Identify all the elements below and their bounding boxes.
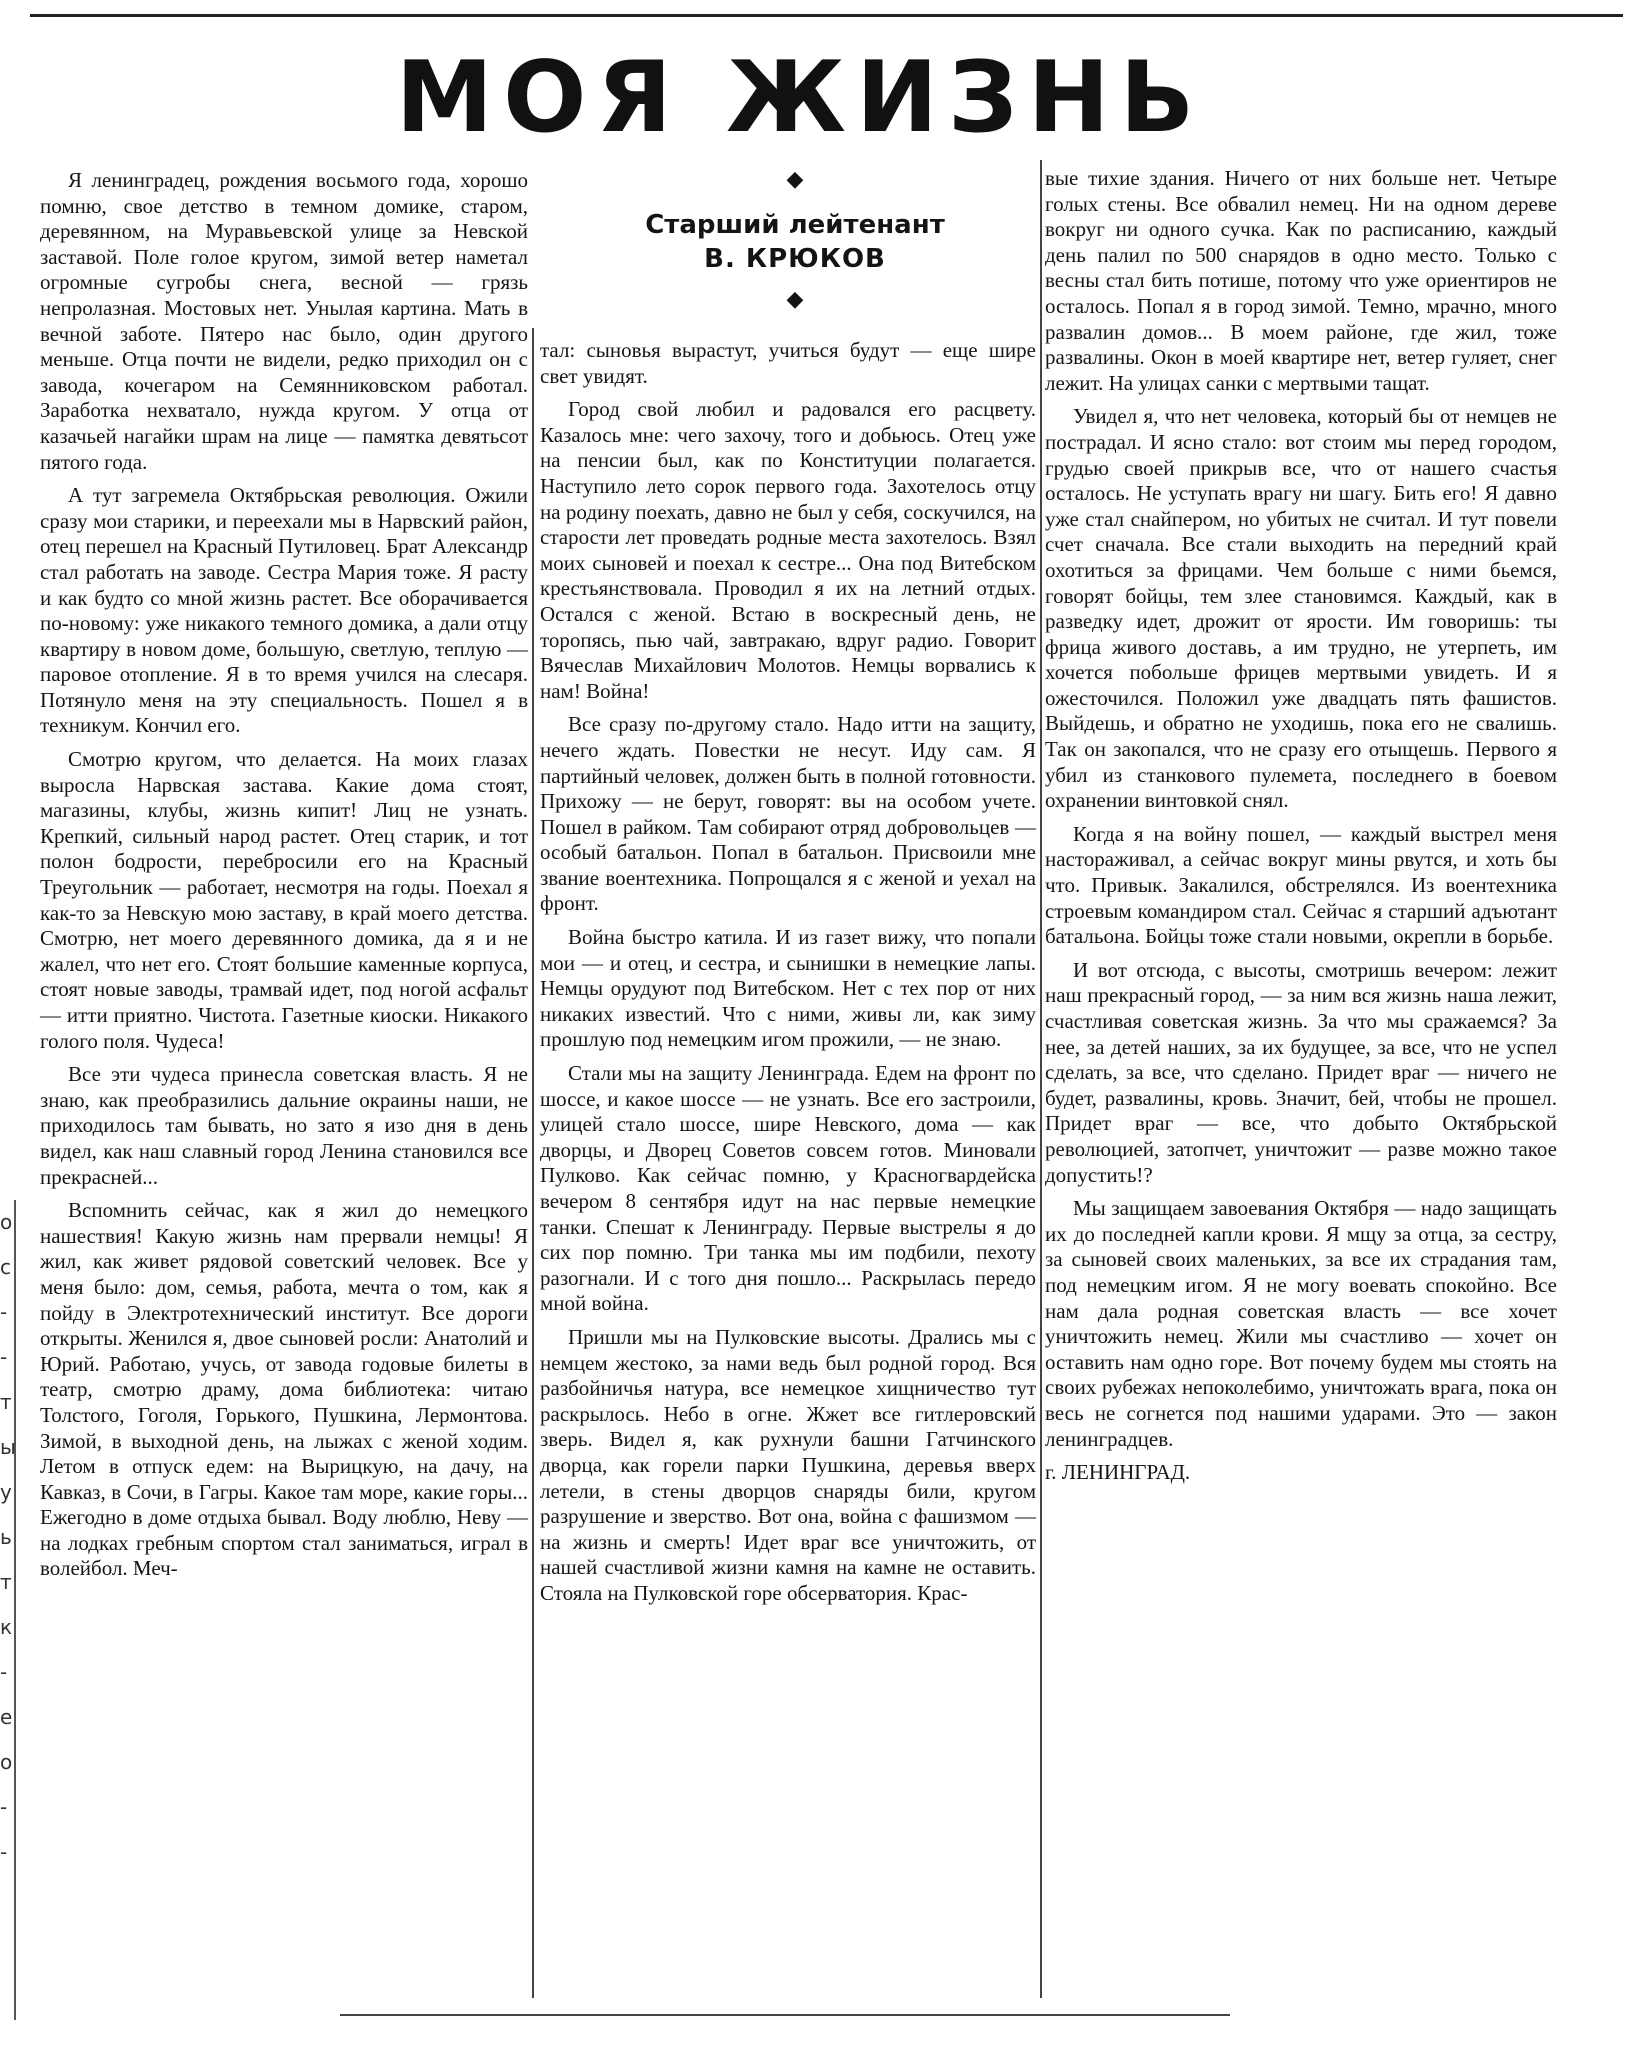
paragraph: Смотрю кругом, что делается. На моих глазах выросла Нарвская застава. Какие дома стоят, магазины, клубы, жизнь кипит! Лиц не узнать. Крепкий, сильный народ растет. Отец старик, и тот полон бодрости, перебросили его на Красный Треугольник — работает, несмотря на годы. Поехал я как-то за Невскую мою заставу, в край моего детства. Смотрю, нет моего деревянного домика, да я и не жалел, что нет его. Стоят большие каменные корпуса, стоят новые заводы, трамвай идет, под ногой асфальт — итти приятно. Чистота. Газетные киоски. Никакого голого поля. Чудеса!: [40, 747, 528, 1053]
paragraph: Город свой любил и радовался его расцвету. Казалось мне: чего захочу, того и добьюсь. Отец уже на пенсии был, как по Конституции полагается. Наступило лето сорок первого года. Захотелось отцу на родину поехать, давно не был у себя, соскучился, на старости лет проведать родные места захотелось. Взял моих сыновей и поехал к сестре... Она под Витебском крестьянствовала. Проводил я их на летний отдых. Остался с женой. Встаю в воскресный день, не торопясь, пью чай, завтракаю, вдруг радио. Говорит Вячеслав Михайлович Молотов. Немцы ворвались к нам! Война!: [540, 397, 1036, 703]
ornament-top-icon: ◆: [786, 166, 804, 191]
paragraph: Пришли мы на Пулковские высоты. Дрались мы с немцем жестоко, за нами ведь был родной город. Вся разбойничья натура, все немецкое хищничество тут раскрылось. Небо в огне. Жжет все гитлеровский зверь. Видел я, как рухнули башни Гатчинского дворца, как горели парки Пушкина, деревья вверх летели, в стены дворцов снаряды били, кругом разрушение и зверство. Вот она, война с фашизмом — на жизнь и смерть! Идет враг все уничтожить, от нашей счастливой жизни камня на камне не оставить. Стояла на Пулковской горе обсерватория. Крас-: [540, 1324, 1036, 1605]
column-divider-2: [1040, 160, 1042, 1998]
left-margin-strip: [0, 1200, 16, 2020]
paragraph: Когда я на войну пошел, — каждый выстрел меня настораживал, а сейчас вокруг мины рвутся, и хоть бы что. Привык. Закалился, обстрелялся. Из воентехника строевым командиром стал. Сейчас я старший адъютант батальона. Бойцы тоже стали новыми, окрепли в борьбе.: [1045, 821, 1557, 949]
margin-fragment: -: [0, 1795, 8, 1819]
author-name: В. КРЮКОВ: [704, 244, 886, 274]
margin-fragment: к: [0, 1615, 13, 1639]
margin-fragment: с: [0, 1255, 11, 1279]
paragraph: Война быстро катила. И из газет вижу, что попали мои — и отец, и сестра, и сынишки в немецкие лапы. Немцы орудуют под Витебском. Нет с тех пор от них никаких известий. Что с ними, живы ли, как зиму прошлую под немецким игом прожили, — не знаю.: [540, 925, 1036, 1052]
headline: МОЯ ЖИЗНЬ: [395, 41, 1205, 155]
margin-fragment: ы: [0, 1435, 16, 1459]
paragraph: А тут загремела Октябрьская революция. Ожили сразу мои старики, и переехали мы в Нарвский район, отец перешел на Красный Путиловец. Брат Александр стал работать на заводе. Сестра Мария тоже. Я расту и как будто со мной жизнь растет. Все оборачивается по-новому: уже никакого темного домика, а дали отцу квартиру в новом доме, большую, светлую, теплую — паровое отопление. Я в то время учился на слесаря. Потянуло меня на эту специальность. Пошел я в техникум. Кончил его.: [40, 483, 528, 738]
paragraph: Я ленинградец, рождения восьмого года, хорошо помню, свое детство в темном домике, старом, деревянном, на Муравьевской улице за Невской заставой. Поле голое кругом, зимой ветер наметал огромные сугробы снега, весной — грязь непролазная. Мостовых нет. Унылая картина. Мать в вечной заботе. Пятеро нас было, один другого меньше. Отца почти не видели, редко приходил он с завода, кочегаром на Семянниковском работал. Заработка нехватало, нужда кругом. У отца от казачьей нагайки шрам на лице — памятка девятьсот пятого года.: [40, 168, 528, 474]
margin-fragment: -: [0, 1345, 8, 1369]
margin-fragment: т: [0, 1570, 12, 1594]
article-column-2: [540, 338, 1036, 1615]
top-rule: [30, 14, 1623, 17]
paragraph: тал: сыновья вырастут, учиться будут — еще шире свет увидят.: [540, 338, 1036, 388]
margin-fragment: у: [0, 1480, 12, 1504]
margin-fragment: -: [0, 1300, 8, 1324]
paragraph: Все эти чудеса принесла советская власть. Я не знаю, как преобразились дальние окраины наши, не приходилось там бывать, но зато я изо дня в день видел, как наш славный город Ленина становился все прекрасней...: [40, 1062, 528, 1189]
paragraph: Увидел я, что нет человека, который бы от немцев не пострадал. И ясно стало: вот стоим мы перед городом, грудью своей прикрыв все, что от нашего счастья осталось. Не уступать врагу ни шагу. Бить его! Я давно уже стал снайпером, но убитых не считал. И тут повели счет сначала. Все стали выходить на передний край охотиться за фрицами. Чем больше с ними бьемся, говорят бойцы, тем злее становимся. Каждый, как в разведку идет, дрожит от ярости. Им говоришь: ты фрица живого доставь, а им трудно, не утерпеть, им хочется побольше фрицев мертвыми увидеть. И я ожесточился. Положил уже двадцать пять фашистов. Выйдешь, и обратно не уходишь, пока его не свалишь. Так он закопался, что не сразу его отыщешь. Первого я убил из станкового пулемета, последнего в боевом охранении винтовкой снял.: [1045, 404, 1557, 813]
margin-fragment: о: [0, 1750, 13, 1774]
bottom-rule: [340, 2014, 1230, 2016]
paragraph: Вспомнить сейчас, как я жил до немецкого нашествия! Какую жизнь нам прервали немцы! Я жил, как живет рядовой советский человек. Все у меня было: дом, семья, работа, мечта о том, как я пойду в Электротехнический институт. Все дороги открыты. Женился я, двое сыновей росли: Анатолий и Юрий. Работаю, учусь, от завода годовые билеты в театр, смотрю драму, дома библиотека: читаю Толстого, Гоголя, Горького, Пушкина, Лермонтова. Зимой, в выходной день, на лыжах с женой ходим. Летом в отпуск едем: на Вырицкую, на дачу, на Кавказ, в Сочи, в Гагры. Какое там море, какие горы... Ежегодно в доме отдыха бывал. Воду люблю, Неву — на лодках гребным спортом стал заниматься, играл в волейбол. Меч-: [40, 1198, 528, 1581]
paragraph: Все сразу по-другому стало. Надо итти на защиту, нечего ждать. Повестки не несут. Иду сам. Я партийный человек, должен быть в полной готовности. Прихожу — не берут, говорят: вы на особом учете. Пошел в райком. Там собирают отряд добровольцев — особый батальон. Попал в батальон. Присвоили мне звание воентехника. Попрощался я с женой и уехал на фронт.: [540, 712, 1036, 916]
byline: [560, 164, 1030, 314]
margin-fragment: е: [0, 1705, 13, 1729]
paragraph: Стали мы на защиту Ленинграда. Едем на фронт по шоссе, и какое шоссе — не узнать. Все его застроили, улицей стало шоссе, шире Невского, дома — как дворцы, и Дворец Советов совсем готов. Миновали Пулково. Как сейчас помню, у Красногвардейска вечером 8 сентября идут на нас первые немецкие танки. Спешат к Ленинграду. Первые выстрелы я до сих пор помню. Три танка мы им подбили, пехоту разогнали. И с того дня пошло... Раскрылась передо мной война.: [540, 1061, 1036, 1316]
margin-fragment: ь: [0, 1525, 12, 1549]
article-column-1: [40, 168, 528, 1590]
margin-fragment: -: [0, 1840, 8, 1864]
column-divider-1: [532, 328, 534, 1998]
margin-fragment: о: [0, 1210, 13, 1234]
paragraph: Мы защищаем завоевания Октября — надо защищать их до последней капли крови. Я мщу за отца, за сестру, за сыновей своих маленьких, за все их страдания там, под немецким игом. Я не могу воевать спокойно. Все нам дала родная советская власть — все хочет уничтожить немец. Жили мы счастливо — хочет он оставить нам одно горе. Вот почему будем мы стоять на своих рубежах непоколебимо, уничтожать врага, пока он весь не согнется под нашими ударами. Это — закон ленинградцев.: [1045, 1196, 1557, 1451]
ornament-bottom-icon: ◆: [786, 286, 804, 311]
margin-fragment: -: [0, 1660, 8, 1684]
dateline-signoff: г. ЛЕНИНГРАД.: [1045, 1460, 1191, 1485]
article-column-3: [1045, 166, 1557, 1494]
paragraph: вые тихие здания. Ничего от них больше нет. Четыре голых стены. Все обвалил немец. Ни на одном дереве вокруг ни одного сучка. Как по расписанию, каждый день палил по 500 снарядов в одно место. Только с весны стал бить потише, потому что уже ориентиров не осталось. Попал я в город зимой. Темно, мрачно, много развалин домов... В моем районе, где жил, тоже развалины. Окон в моей квартире нет, ветер гуляет, снег лежит. На улицах санки с мертвыми тащат.: [1045, 166, 1557, 395]
paragraph: И вот отсюда, с высоты, смотришь вечером: лежит наш прекрасный город, — за ним вся жизнь наша лежит, счастливая советская жизнь. За что мы сражаемся? За нее, за детей наших, за их будущее, за все, что не успел сделать, за все, что сделано. Придет враг — ничего не будет, развалины, кровь. Значит, бей, чтобы не прошел. Придет враг — все, что добыто Октябрьской революцией, затопчет, уничтожит — разве можно такое допустить!?: [1045, 957, 1557, 1187]
margin-fragment: т: [0, 1390, 12, 1414]
author-rank: Старший лейтенант: [645, 210, 945, 240]
